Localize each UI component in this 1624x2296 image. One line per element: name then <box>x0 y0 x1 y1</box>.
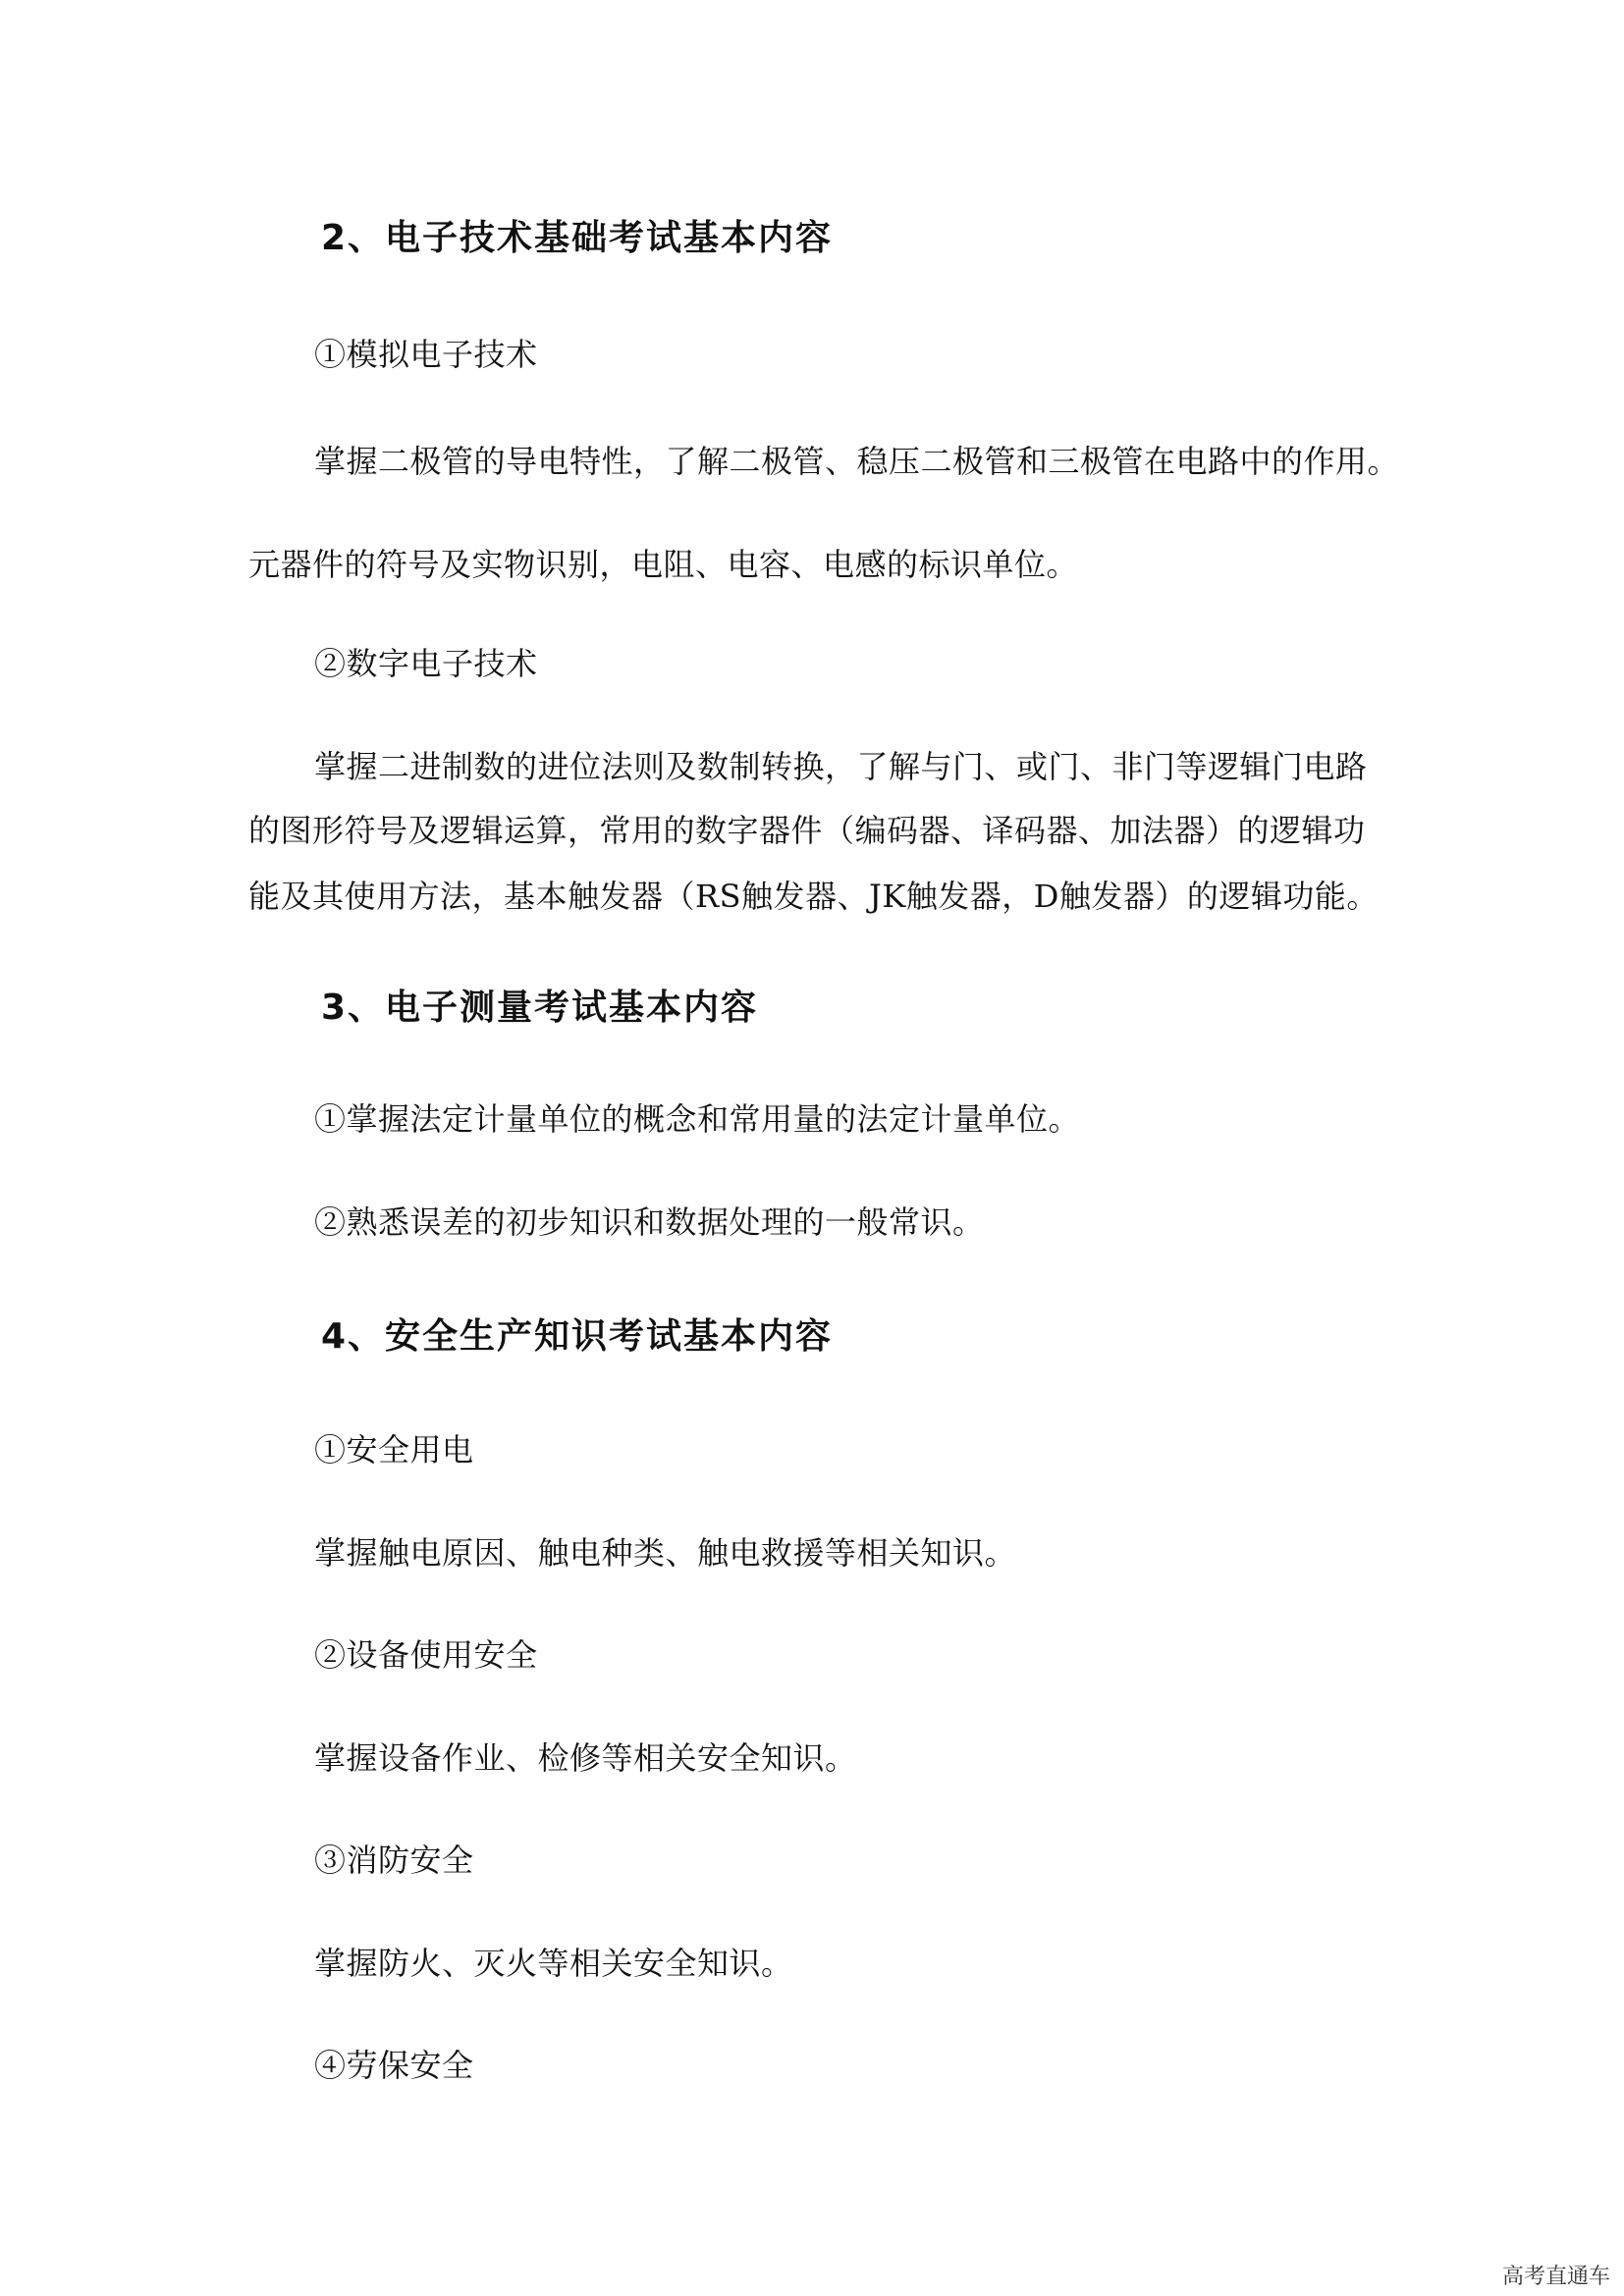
item-title-labor-protection: ④劳保安全 <box>314 2047 474 2084</box>
item-title-fire-safety: ③消防安全 <box>314 1842 474 1879</box>
paragraph-line: 能及其使用方法，基本触发器（RS触发器、JK触发器，D触发器）的逻辑功能。 <box>248 878 1379 915</box>
item-title-analog: ①模拟电子技术 <box>314 336 538 373</box>
paragraph-line: 元器件的符号及实物识别，电阻、电容、电感的标识单位。 <box>248 546 1079 583</box>
section-heading-electronics-basics: 2、电子技术基础考试基本内容 <box>321 218 834 258</box>
paragraph-line: 的图形符号及逻辑运算，常用的数字器件（编码器、译码器、加法器）的逻辑功 <box>248 812 1366 849</box>
paragraph-line: 掌握二进制数的进位法则及数制转换，了解与门、或门、非门等逻辑门电路 <box>314 748 1368 785</box>
paragraph-line: 掌握触电原因、触电种类、触电救援等相关知识。 <box>314 1534 1017 1572</box>
item-title-electrical-safety: ①安全用电 <box>314 1431 474 1468</box>
list-item: ②熟悉误差的初步知识和数据处理的一般常识。 <box>314 1203 985 1241</box>
paragraph-line: 掌握二极管的导电特性，了解二极管、稳压二极管和三极管在电路中的作用。 <box>314 443 1400 480</box>
list-item: ①掌握法定计量单位的概念和常用量的法定计量单位。 <box>314 1100 1081 1138</box>
paragraph-line: 掌握防火、灭火等相关安全知识。 <box>314 1945 793 1982</box>
section-heading-electronic-measurement: 3、电子测量考试基本内容 <box>321 988 759 1028</box>
item-title-digital: ②数字电子技术 <box>314 645 538 682</box>
watermark: 高考直通车 <box>1501 2265 1610 2289</box>
paragraph-line: 掌握设备作业、检修等相关安全知识。 <box>314 1739 857 1777</box>
section-heading-safety: 4、安全生产知识考试基本内容 <box>321 1316 834 1357</box>
item-title-equipment-safety: ②设备使用安全 <box>314 1636 538 1674</box>
